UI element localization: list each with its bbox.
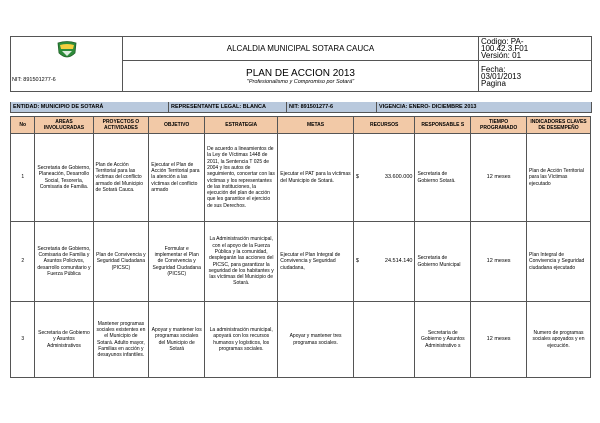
vigencia-label: VIGENCIA: ENERO- DICIEMBRE 2013 — [377, 102, 592, 113]
col-tiempo: TIEMPO PROGRAMADO — [471, 117, 527, 134]
objetivo-cell: Formular e implementar el Plan de Convivencia y Seguridad Ciudadana (PICSC) — [149, 222, 205, 302]
entity-bar — [10, 102, 592, 113]
estrategia-cell: La administración municipal, apoyará con los recursos humanos y logísticos, los programas sociales. — [205, 302, 278, 378]
recursos-cell — [353, 302, 415, 378]
code-label: Codigo: PA- — [481, 37, 524, 46]
currency-symbol: $ — [355, 258, 359, 265]
pagina-label: Pagina — [481, 78, 506, 88]
action-plan-sheet — [10, 36, 591, 378]
indicadores-cell: Numero de programas sociales apoyados y en ejecución. — [527, 302, 591, 378]
entidad-label: ENTIDAD: MUNICIPIO DE SOTARÁ — [11, 102, 169, 113]
plan-table — [10, 116, 591, 378]
tiempo-cell: 12 meses — [471, 222, 527, 302]
metas-cell: Ejecutar el PAT para la víctimas del Municipio de Sotará. — [278, 134, 354, 222]
plan-title: PLAN DE ACCION 2013 — [246, 67, 355, 79]
table-row — [11, 302, 591, 378]
document-code — [479, 37, 592, 61]
recursos-value: 33.600.000 — [384, 174, 413, 181]
estrategia-cell: La Administración municipal, con el apoyo de la Fuerza Pública y la comunidad, desplegarán las acciones del PICSC, para garantizar la seguridad de los habitantes y las víctimas del Municipio de Sotará. — [205, 222, 278, 302]
col-objetivo: OBJETIVO — [149, 117, 205, 134]
row-number: 2 — [11, 222, 35, 302]
municipal-shield-icon — [55, 41, 79, 61]
fecha-value: 03/01/2013 — [481, 71, 522, 81]
responsables-cell: Secretaria de Gobierno Municipal — [415, 222, 471, 302]
entity-nit-label: NIT: 891501277-6 — [287, 102, 377, 113]
tiempo-cell: 12 meses — [471, 302, 527, 378]
objetivo-cell: Apoyar y mantener los programas sociales del Municipio de Sotará — [149, 302, 205, 378]
responsables-cell: Secretaria de Gobierno y Asuntos Administrativo s — [415, 302, 471, 378]
areas-cell: Secretaria de Gobierno y Asuntos Administrativos — [35, 302, 93, 378]
col-areas: AREAS INVOLUCRADAS — [35, 117, 93, 134]
recursos-value: 24.514.140 — [384, 258, 413, 265]
proyectos-cell: Mantener programas sociales existentes en el Municipio de Sotará. Adulto mayor, Familias en acción y desayunos infantiles. — [93, 302, 149, 378]
col-responsables: RESPONSABLE S — [415, 117, 471, 134]
proyectos-cell: Plan de Convivencia y Seguridad Ciudadana (PICSC) — [93, 222, 149, 302]
metas-cell: Ejecutar el Plan Integral de Convivencia y Seguridad ciudadana, — [278, 222, 354, 302]
objetivo-cell: Ejecutar el Plan de Acción Territorial para la atención a las víctimas del conflicto armado — [149, 134, 205, 222]
col-no: No — [11, 117, 35, 134]
currency-symbol: $ — [355, 174, 359, 181]
entity-title: ALCALDIA MUNICIPAL SOTARA CAUCA — [123, 37, 479, 61]
col-proyectos: PROYECTOS O ACTIVIDADES — [93, 117, 149, 134]
col-estrategia: ESTRATEGIA — [205, 117, 278, 134]
areas-cell: Secretaria de Gobierno, Comisaria de Familia y Asuntos Policivos, desarrollo comunitario y Fuerza Pública — [35, 222, 93, 302]
nit-label: NIT: 891501277-6 — [12, 77, 56, 83]
representante-label: REPRESENTANTE LEGAL: BLANCA — [169, 102, 287, 113]
table-row — [11, 222, 591, 302]
indicadores-cell: Plan de Acción Territorial para las Víctimas ejecutado — [527, 134, 591, 222]
tiempo-cell: 12 meses — [471, 134, 527, 222]
col-indicadores: INDICADORES CLAVES DE DESEMPEÑO — [527, 117, 591, 134]
areas-cell: Secretaria de Gobierno, Planeación, Desarrollo Social, Tesorería, Comisaria de Familia. — [35, 134, 93, 222]
recursos-cell — [353, 134, 415, 222]
col-recursos: RECURSOS — [353, 117, 415, 134]
responsables-cell: Secretaria de Gobierno Sotará. — [415, 134, 471, 222]
version: Versión: 01 — [481, 51, 522, 60]
row-number: 1 — [11, 134, 35, 222]
metas-cell: Apoyar y mantener tres programas sociales. — [278, 302, 354, 378]
estrategia-cell: De acuerdo a lineamientos de la Ley de Víctimas 1448 de 2011, la Sentencia T 025 de 2004 y los autos de seguimiento, concertar con las víctimas y los representantes de las instituciones, la ejecución del plan de acción que les garantice el ejercicio de sus Derechos. — [205, 134, 278, 222]
slogan: "Profesionalismo y Compromiso por Sotará" — [246, 78, 355, 85]
code-value: 100.42.3.F01 — [481, 44, 529, 53]
column-headers — [11, 117, 591, 134]
document-date — [479, 61, 592, 92]
fecha-label: Fecha: — [481, 64, 506, 74]
row-number: 3 — [11, 302, 35, 378]
col-metas: METAS — [278, 117, 354, 134]
recursos-cell — [353, 222, 415, 302]
indicadores-cell: Plan Integral de Convivencia y Seguridad ciudadana ejecutado — [527, 222, 591, 302]
plan-title-cell — [123, 61, 479, 92]
proyectos-cell: Plan de Acción Territorial para las víctimas del conflicto armado del Municipio de Sotará Cauca. — [93, 134, 149, 222]
table-row — [11, 134, 591, 222]
